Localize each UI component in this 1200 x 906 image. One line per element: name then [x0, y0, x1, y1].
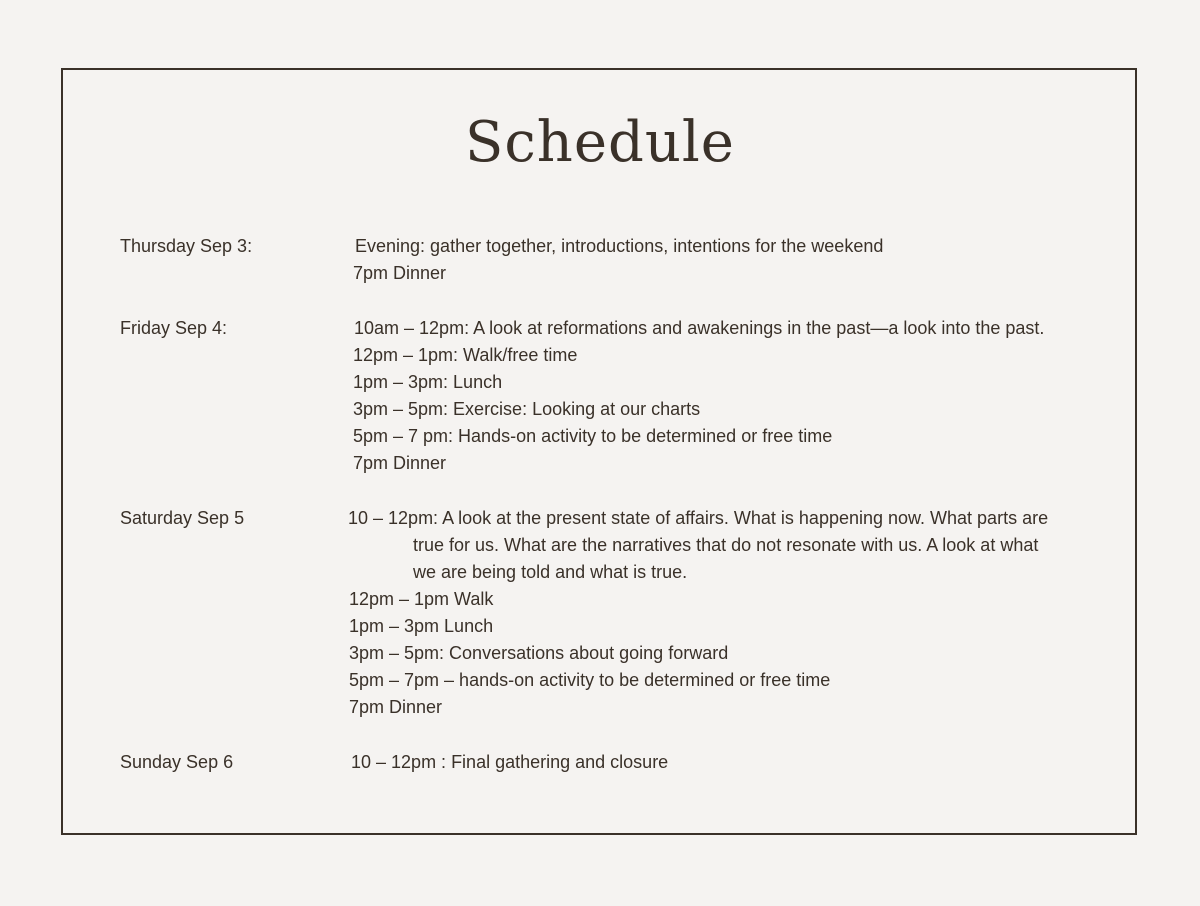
schedule-item: 12pm – 1pm Walk: [349, 589, 494, 609]
schedule-item: 7pm Dinner: [353, 263, 447, 283]
day-label-sunday: Sunday Sep 6: [120, 752, 234, 772]
day-label-friday: Friday Sep 4:: [120, 318, 228, 338]
schedule-frame: [61, 68, 1137, 835]
schedule-item: 5pm – 7pm – hands-on activity to be determined or free time: [349, 670, 831, 690]
schedule-item: 10 – 12pm : Final gathering and closure: [351, 752, 669, 772]
schedule-item: 1pm – 3pm Lunch: [349, 616, 494, 636]
schedule-item: 1pm – 3pm: Lunch: [353, 372, 503, 392]
page-title: Schedule: [465, 110, 735, 175]
schedule-item: Evening: gather together, introductions, intentions for the weekend: [355, 236, 884, 256]
day-label-thursday: Thursday Sep 3:: [120, 236, 253, 256]
schedule-item: 5pm – 7 pm: Hands-on activity to be determined or free time: [353, 426, 833, 446]
schedule-item-continuation: we are being told and what is true.: [413, 562, 688, 582]
schedule-item: 10am – 12pm: A look at reformations and awakenings in the past—a look into the past.: [354, 318, 1045, 338]
schedule-item: 12pm – 1pm: Walk/free time: [353, 345, 578, 365]
schedule-item: 3pm – 5pm: Exercise: Looking at our charts: [353, 399, 701, 419]
schedule-item-continuation: true for us. What are the narratives that do not resonate with us. A look at what: [413, 535, 1039, 555]
schedule-item: 10 – 12pm: A look at the present state of affairs. What is happening now. What parts are: [348, 508, 1049, 528]
day-label-saturday: Saturday Sep 5: [120, 508, 245, 528]
schedule-item: 7pm Dinner: [353, 453, 447, 473]
schedule-item: 7pm Dinner: [349, 697, 443, 717]
schedule-item: 3pm – 5pm: Conversations about going forward: [349, 643, 729, 663]
